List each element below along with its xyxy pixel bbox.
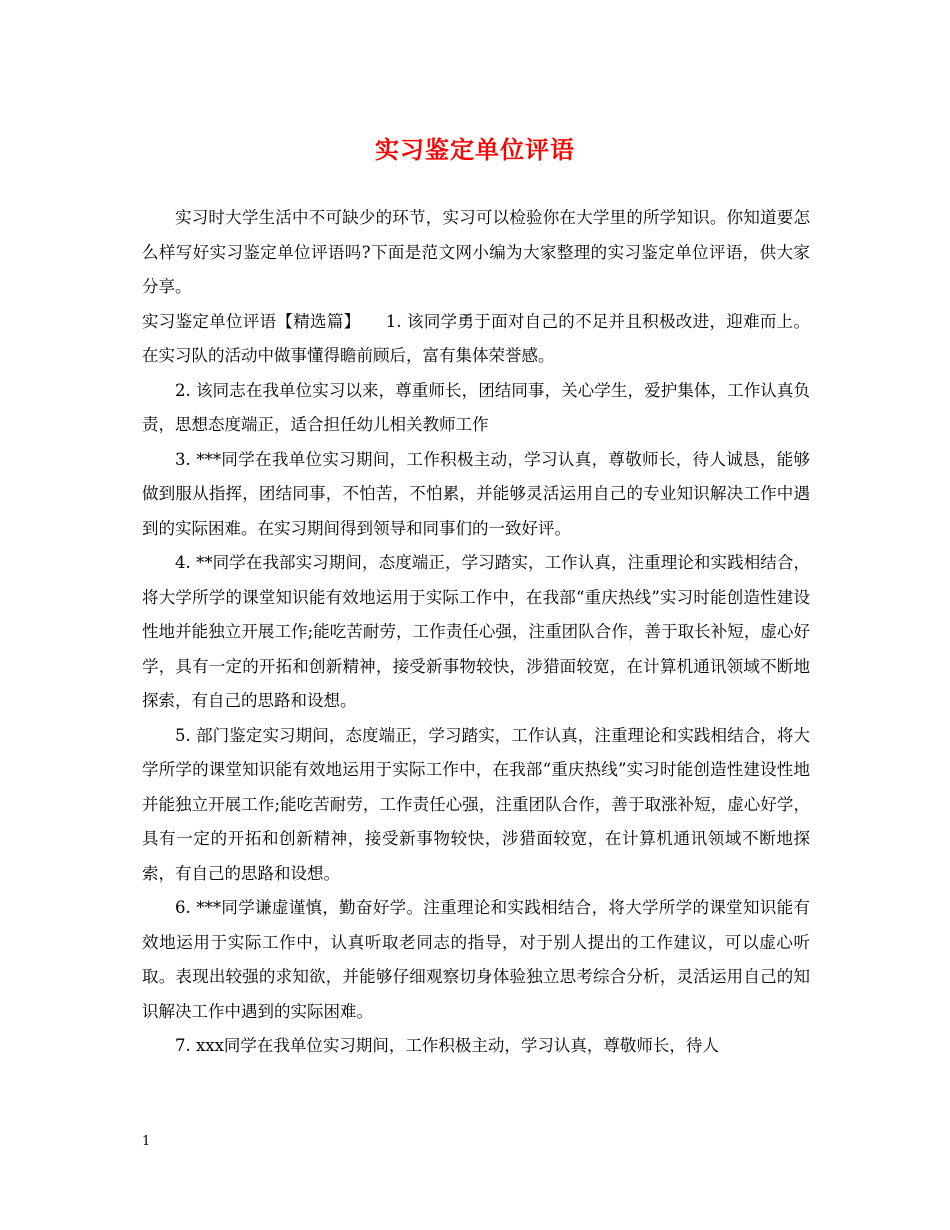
page-number: 1 [142, 1134, 151, 1149]
comment-paragraph-3: 3. ***同学在我单位实习期间，工作积极主动，学习认真，尊敬师长，待人诚恳，能够做到服从指挥，团结同事，不怕苦，不怕累，并能够灵活运用自己的专业知识解决工作中遇到的实际困难。在实习期间得到领导和同事们的一致好评。 [142, 449, 810, 538]
document-body [142, 201, 810, 1064]
comment-paragraph-4: 4. **同学在我部实习期间，态度端正，学习踏实，工作认真，注重理论和实践相结合，将大学所学的课堂知识能有效地运用于实际工作中，在我部“重庆热线”实习时能创造性建设性地并能独立开展工作;能吃苦耐劳，工作责任心强，注重团队合作，善于取长补短，虚心好学，具有一定的开拓和创新精神，接受新事物较快，涉猎面较宽，在计算机通讯领域不断地探索，有自己的思路和设想。 [142, 553, 810, 710]
comment-paragraph-5: 5. 部门鉴定实习期间，态度端正，学习踏实，工作认真，注重理论和实践相结合，将大学所学的课堂知识能有效地运用于实际工作中，在我部“重庆热线”实习时能创造性建设性地并能独立开展工作;能吃苦耐劳，工作责任心强，注重团队合作，善于取涨补短，虚心好学，具有一定的开拓和创新精神，接受新事物较快，涉猎面较宽，在计算机通讯领域不断地探索，有自己的思路和设想。 [142, 725, 810, 883]
comment-paragraph-6: 6. ***同学谦虚谨慎，勤奋好学。注重理论和实践相结合，将大学所学的课堂知识能有效地运用于实际工作中，认真听取老同志的指导，对于别人提出的工作建议，可以虚心听取。表现出较强的求知欲，并能够仔细观察切身体验独立思考综合分析，灵活运用自己的知识解决工作中遇到的实际困难。 [142, 898, 810, 1021]
section-heading-paragraph: 实习鉴定单位评语【精选篇】 1. 该同学勇于面对自己的不足并且积极改进，迎难而上。在实习队的活动中做事懂得瞻前顾后，富有集体荣誉感。 [142, 311, 810, 365]
document-title: 实习鉴定单位评语 [375, 135, 575, 164]
comment-paragraph-2: 2. 该同志在我单位实习以来，尊重师长，团结同事，关心学生，爱护集体，工作认真负责，思想态度端正，适合担任幼儿相关教师工作 [142, 380, 810, 434]
comment-paragraph-7: 7. xxx同学在我单位实习期间，工作积极主动，学习认真，尊敬师长，待人 [175, 1036, 719, 1055]
intro-paragraph: 实习时大学生活中不可缺少的环节，实习可以检验你在大学里的所学知识。你知道要怎么样写好实习鉴定单位评语吗?下面是范文网小编为大家整理的实习鉴定单位评语，供大家分享。 [142, 208, 810, 296]
